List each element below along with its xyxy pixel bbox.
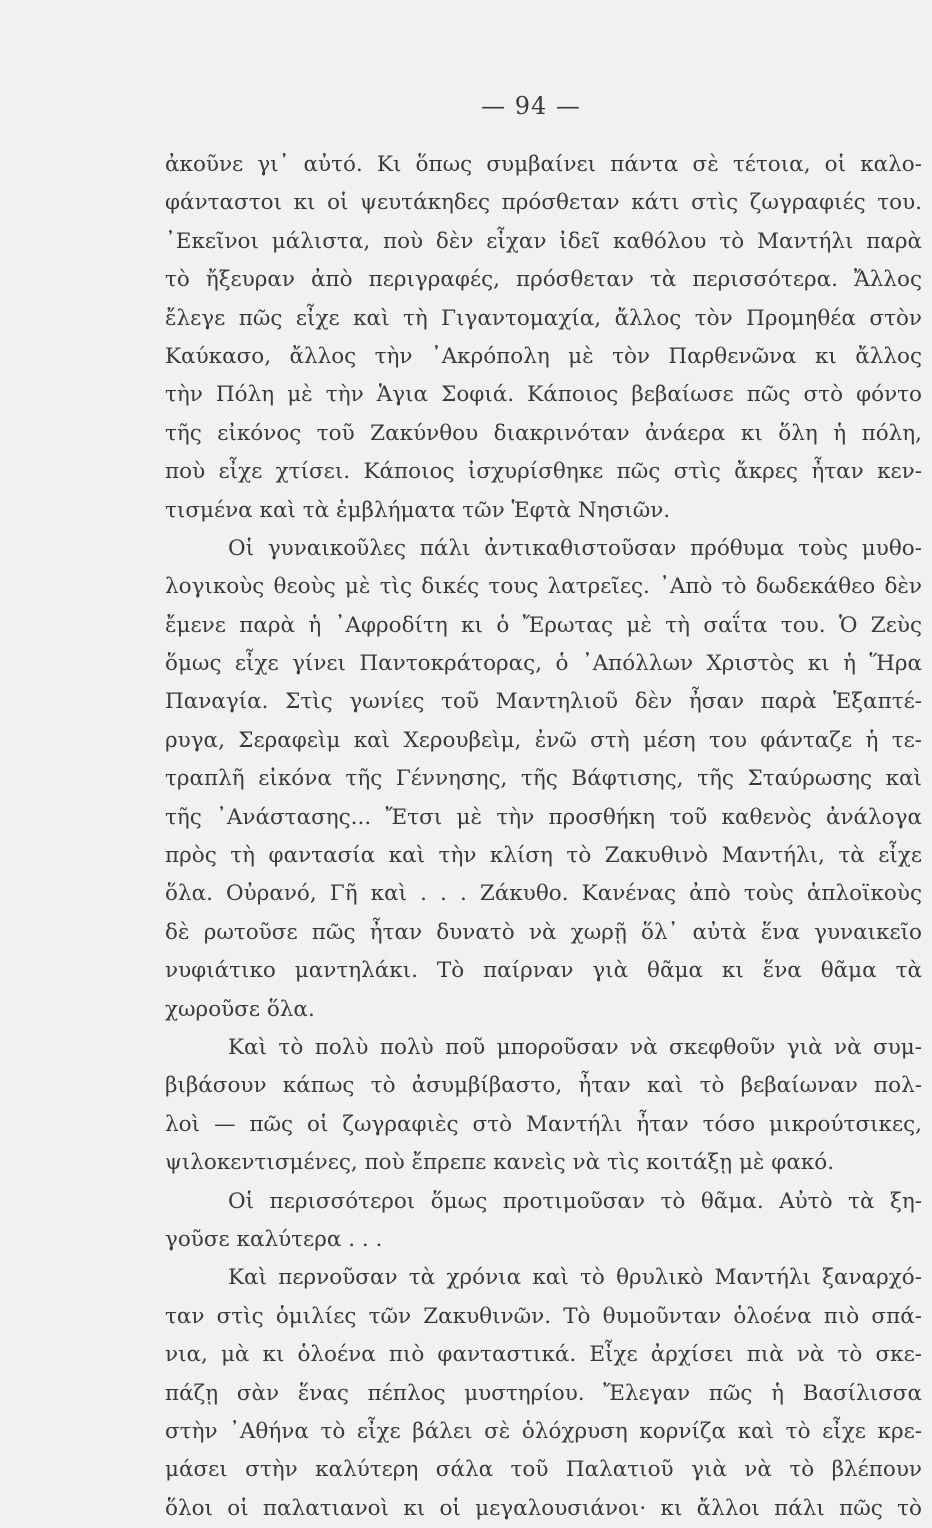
text-line: ὅλα. Οὐρανό, Γῆ καὶ . . . Ζάκυθο. Κανένας ἀπὸ τοὺς ἁπλοϊκοὺς <box>165 881 922 907</box>
text-line: ταν στὶς ὁμιλίες τῶν Ζακυθινῶν. Τὸ θυμοῦνταν ὁλοένα πιὸ σπά- <box>165 1303 922 1329</box>
text-line: ψιλοκεντισμένες, ποὺ ἔπρεπε κανεὶς νὰ τὶς κοιτάξῃ μὲ φακό. <box>165 1150 835 1176</box>
text-line: ᾿Εκεῖνοι μάλιστα, ποὺ δὲν εἶχαν ἰδεῖ καθόλου τὸ Μαντήλι παρὰ <box>165 228 922 254</box>
text-line: χωροῦσε ὅλα. <box>165 996 315 1022</box>
text-line: φάνταστοι κι οἱ ψευτάκηδες πρόσθεταν κάτι στὶς ζωγραφιές του. <box>165 190 922 216</box>
text-line: τὴν Πόλη μὲ τὴν Ἁγια Σοφιά. Κάποιος βεβαίωσε πῶς στὸ φόντο <box>165 382 922 408</box>
text-line: ἔλεγε πῶς εἶχε καὶ τὴ Γιγαντομαχία, ἄλλος τὸν Προμηθέα στὸν <box>165 305 922 331</box>
text-line: Οἱ περισσότεροι ὅμως προτιμοῦσαν τὸ θᾶμα. Αὐτὸ τὰ ξη- <box>228 1188 922 1214</box>
text-line: τισμένα καὶ τὰ ἐμβλήματα τῶν Ἑφτὰ Νησιῶν. <box>165 497 671 523</box>
text-line: τῆς εἰκόνος τοῦ Ζακύνθου διακρινόταν ἀνάερα κι ὅλη ἡ πόλη, <box>165 420 922 446</box>
text-line: γοῦσε καλύτερα . . . <box>165 1226 383 1252</box>
text-line: βιβάσουν κάπως τὸ ἀσυμβίβαστο, ἦταν καὶ τὸ βεβαίωναν πολ- <box>165 1073 922 1099</box>
text-line: ἔμενε παρὰ ἡ ᾿Αφροδίτη κι ὁ Ἔρωτας μὲ τὴ σαΐτα του. Ὁ Ζεὺς <box>165 612 922 638</box>
text-line: Καὶ περνοῦσαν τὰ χρόνια καὶ τὸ θρυλικὸ Μαντήλι ξαναρχό- <box>228 1265 922 1291</box>
text-line: ὅμως εἶχε γίνει Παντοκράτορας, ὁ ᾿Απόλλων Χριστὸς κι ἡ Ἥρα <box>165 651 922 677</box>
text-line: λογικοὺς θεοὺς μὲ τὶς δικές τους λατρεῖες. ᾿Απὸ τὸ δωδεκάθεο δὲν <box>165 574 922 600</box>
text-line: Καὶ τὸ πολὺ πολὺ ποῦ μποροῦσαν νὰ σκεφθοῦν γιὰ νὰ συμ- <box>228 1034 922 1060</box>
text-line: στὴν ᾿Αθήνα τὸ εἶχε βάλει σὲ ὁλόχρυση κορνίζα καὶ τὸ εἶχε κρε- <box>165 1418 922 1444</box>
text-line: μάσει στὴν καλύτερη σάλα τοῦ Παλατιοῦ γιὰ νὰ τὸ βλέπουν <box>165 1457 922 1483</box>
text-line: πρὸς τὴ φαντασία καὶ τὴν κλίση τὸ Ζακυθινὸ Μαντήλι, τὰ εἶχε <box>165 843 922 869</box>
text-line: ἀκοῦνε γι᾿ αὐτό. Κι ὅπως συμβαίνει πάντα σὲ τέτοια, οἱ καλο- <box>165 152 922 177</box>
text-line: τραπλῆ εἰκόνα τῆς Γέννησης, τῆς Βάφτισης, τῆς Σταύρωσης καὶ <box>165 766 922 792</box>
text-line: ρυγα, Σεραφεὶμ καὶ Χερουβεὶμ, ἐνῶ στὴ μέση του φάνταζε ἡ τε- <box>165 727 922 753</box>
text-line: λοὶ — πῶς οἱ ζωγραφιὲς στὸ Μαντήλι ἦταν τόσο μικρούτσικες, <box>165 1111 922 1137</box>
text-line: Παναγία. Στὶς γωνίες τοῦ Μαντηλιοῦ δὲν ἦσαν παρὰ Ἑξαπτέ- <box>165 689 922 715</box>
text-line: τῆς ᾿Ανάστασης... Ἔτσι μὲ τὴν προσθήκη τοῦ καθενὸς ἀνάλογα <box>165 804 922 830</box>
text-line: πάζῃ σὰν ἕνας πέπλος μυστηρίου. Ἔλεγαν πῶς ἡ Βασίλισσα <box>165 1380 922 1406</box>
text-line: νυφιάτικο μαντηλάκι. Τὸ παίρναν γιὰ θᾶμα κι ἕνα θᾶμα τὰ <box>165 958 922 984</box>
text-line: Καύκασο, ἄλλος τὴν ᾿Ακρόπολη μὲ τὸν Παρθενῶνα κι ἄλλος <box>165 343 922 369</box>
text-line: Οἱ γυναικοῦλες πάλι ἀντικαθιστοῦσαν πρόθυμα τοὺς μυθο- <box>228 535 922 561</box>
text-line: ποὺ εἶχε χτίσει. Κάποιος ἰσχυρίσθηκε πῶς στὶς ἄκρες ἦταν κεν- <box>165 459 922 485</box>
text-line: τὸ ἤξευραν ἀπὸ περιγραφές, πρόσθεταν τὰ περισσότερα. Ἄλλος <box>165 267 922 293</box>
text-line: δὲ ρωτοῦσε πῶς ἦταν δυνατὸ νὰ χωρῇ ὅλ᾿ αὐτὰ ἕνα γυναικεῖο <box>165 919 922 945</box>
text-line: νια, μὰ κι ὁλοένα πιὸ φανταστικά. Εἶχε ἀρχίσει πιὰ νὰ τὸ σκε- <box>165 1342 922 1368</box>
text-line: ὅλοι οἱ παλατιανοὶ κι οἱ μεγαλουσιάνοι· κι ἄλλοι πάλι πῶς τὸ <box>165 1495 922 1521</box>
page-number: — 94 — <box>481 92 581 120</box>
body-text <box>165 146 922 1528</box>
